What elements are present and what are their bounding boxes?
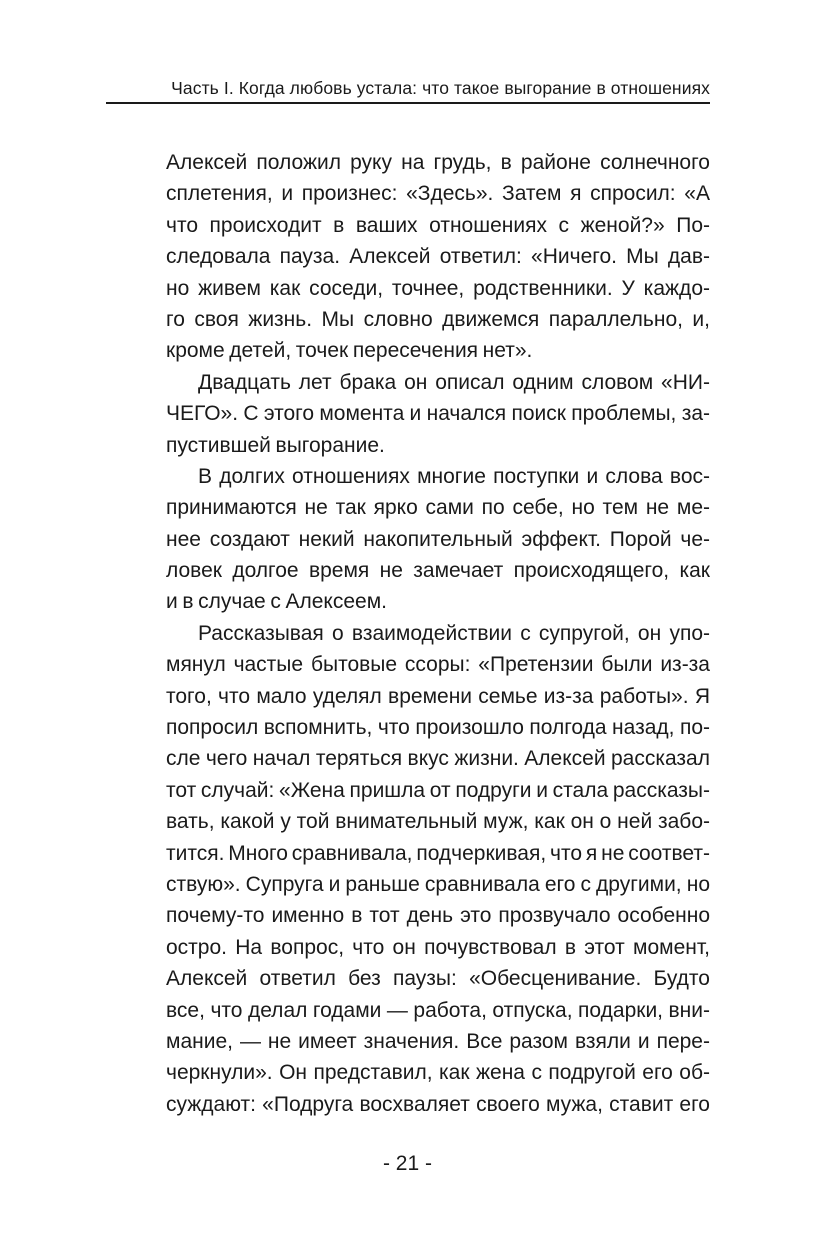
text-line: ЧЕГО». С этого момента и начался поиск проблемы, за- — [166, 402, 710, 426]
text-line: Двадцать лет брака он описал одним словом «НИ- — [198, 370, 710, 394]
text-line: пустившей выгорание. — [166, 433, 385, 457]
text-line: все, что делал годами — работа, отпуска, подарки, вни- — [166, 998, 710, 1022]
text-line: вать, какой у той внимательный муж, как он о ней забо- — [166, 810, 710, 834]
text-line: Алексей положил руку на грудь, в районе солнечного — [166, 151, 710, 174]
text-line: принимаются не так ярко сами по себе, но тем не ме- — [166, 496, 710, 520]
text-line: тится. Много сравнивала, подчеркивая, что я не соответ- — [166, 841, 710, 865]
text-line: ловек долгое время не замечает происходящего, как — [166, 559, 710, 583]
text-line: попросил вспомнить, что произошло полгода назад, по- — [166, 716, 710, 740]
running-header — [106, 72, 710, 104]
text-line: что происходит в ваших отношениях с женой?» По- — [166, 213, 710, 237]
text-line: Алексей ответил без паузы: «Обесценивание. Будто — [166, 967, 710, 991]
text-line: но живем как соседи, точнее, родственники. У каждо- — [166, 276, 710, 300]
text-line: тот случай: «Жена пришла от подруги и стала рассказы- — [166, 778, 710, 802]
text-line: нее создают некий накопительный эффект. Порой че- — [166, 527, 710, 551]
body-text — [166, 147, 710, 1120]
running-header-title: Часть I. Когда любовь устала: что такое выгорание в отношениях — [171, 78, 710, 98]
text-line: ствую». Супруга и раньше сравнивала его с другими, но — [166, 872, 710, 896]
text-line: го своя жизнь. Мы словно движемся параллельно, и, — [166, 307, 710, 331]
text-line: следовала пауза. Алексей ответил: «Ничего. Мы дав- — [166, 245, 710, 269]
text-line: мянул частые бытовые ссоры: «Претензии были из-за — [166, 653, 710, 677]
page-number: - 21 - — [382, 1152, 432, 1175]
text-line: черкнули». Он представил, как жена с подругой его об- — [166, 1061, 710, 1085]
text-line: того, что мало уделял времени семье из-за работы». Я — [166, 684, 710, 708]
text-line: почему-то именно в тот день это прозвучало особенно — [166, 904, 710, 928]
text-line: кроме детей, точек пересечения нет». — [166, 339, 533, 363]
text-line: мание, — не имеет значения. Все разом взяли и пере- — [166, 1029, 710, 1053]
text-line: сплетения, и произнес: «Здесь». Затем я спросил: «А — [166, 182, 710, 206]
text-line: суждают: «Подруга восхваляет своего мужа, ставит его — [166, 1092, 710, 1116]
text-line: Рассказывая о взаимодействии с супругой, он упо- — [198, 621, 710, 645]
text-line: сле чего начал теряться вкус жизни. Алексей рассказал — [166, 747, 710, 771]
text-line: В долгих отношениях многие поступки и слова вос- — [198, 464, 710, 488]
text-line: остро. На вопрос, что он почувствовал в этот момент, — [166, 935, 710, 959]
text-line: и в случае с Алексеем. — [166, 590, 387, 614]
